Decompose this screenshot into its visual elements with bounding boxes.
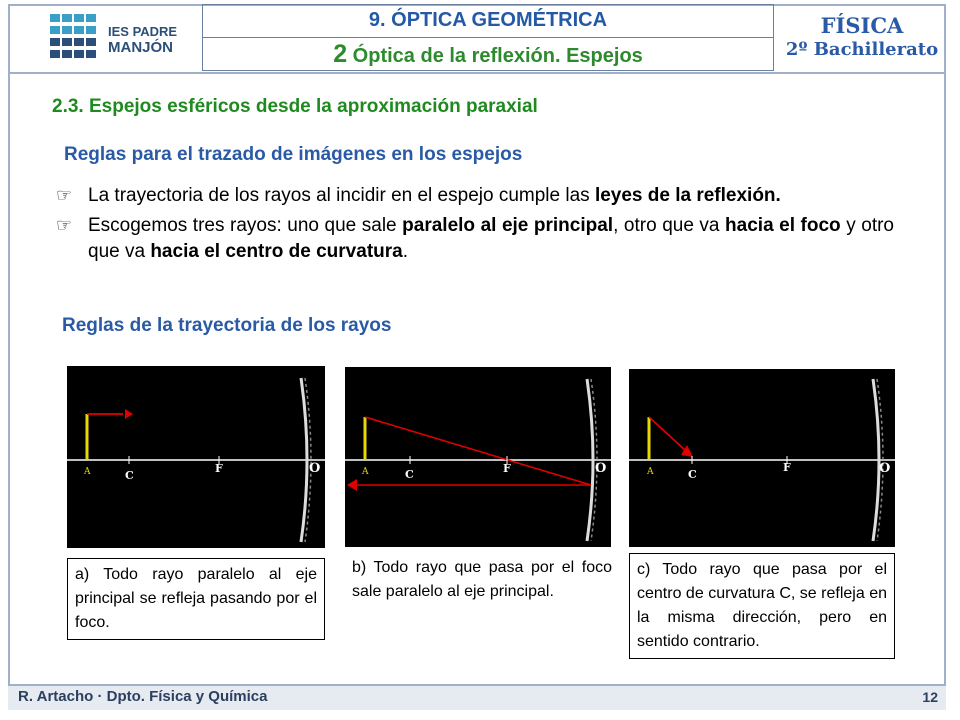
label-a: A xyxy=(362,467,369,477)
label-o: O xyxy=(879,461,891,476)
label-f: F xyxy=(503,462,511,475)
label-a: A xyxy=(647,467,654,477)
rules-title: Reglas para el trazado de imágenes en los espejos xyxy=(64,144,523,165)
list-item: ☞ Escogemos tres rayos: uno que sale paralelo al eje principal, otro que va hacia el foco y otro que va hacia el centro de curvatura. xyxy=(56,215,894,262)
diagram-a xyxy=(67,366,325,548)
page-number: 12 xyxy=(922,689,938,705)
pointing-hand-icon: ☞ xyxy=(56,185,73,206)
ray-arrowhead xyxy=(681,445,693,457)
logo-text-line1: IES PADRE xyxy=(108,24,178,39)
bullet-list xyxy=(56,183,894,269)
label-c: C xyxy=(405,468,414,481)
pointing-hand-icon: ☞ xyxy=(56,215,73,236)
incident-ray xyxy=(365,417,591,485)
logo-grid-icon xyxy=(50,14,98,62)
rays-title: Reglas de la trayectoria de los rayos xyxy=(62,315,392,336)
ray-arrowhead xyxy=(125,409,133,419)
caption-a: a) Todo rayo paralelo al eje principal se refleja pasando por el foco. xyxy=(67,558,325,640)
topic-title: 9. ÓPTICA GEOMÉTRICA xyxy=(202,4,774,38)
header-divider xyxy=(8,72,946,74)
section-title: 2.3. Espejos esféricos desde la aproximación paraxial xyxy=(52,96,538,117)
label-o: O xyxy=(595,461,607,476)
subject-badge xyxy=(777,6,947,70)
label-a: A xyxy=(84,467,91,477)
label-f: F xyxy=(783,461,791,474)
list-item: ☞ La trayectoria de los rayos al incidir en el espejo cumple las leyes de la reflexión. xyxy=(56,183,894,209)
diagram-c xyxy=(629,369,895,547)
subtopic-text: Óptica de la reflexión. Espejos xyxy=(347,45,643,67)
logo-text-line2: MANJÓN xyxy=(108,39,174,56)
label-c: C xyxy=(688,468,697,481)
subtopic-title xyxy=(202,37,774,71)
label-c: C xyxy=(125,469,134,482)
label-f: F xyxy=(215,462,223,475)
incident-ray xyxy=(649,417,686,451)
course-label: 2º Bachillerato xyxy=(785,39,939,60)
school-logo xyxy=(50,14,200,66)
caption-b: b) Todo rayo que pasa por el foco sale paralelo al eje principal. xyxy=(352,559,612,600)
ray-arrowhead xyxy=(347,479,357,491)
label-o: O xyxy=(309,461,321,476)
subtopic-number: 2 xyxy=(333,40,348,68)
footer-bar xyxy=(8,684,946,710)
caption-c: c) Todo rayo que pasa por el centro de curvatura C, se refleja en la misma dirección, pero en sentido contrario. xyxy=(629,553,895,659)
footer-author: R. Artacho · Dpto. Física y Química xyxy=(18,688,268,705)
subject-label: FÍSICA xyxy=(820,13,904,38)
diagram-b xyxy=(345,367,611,547)
